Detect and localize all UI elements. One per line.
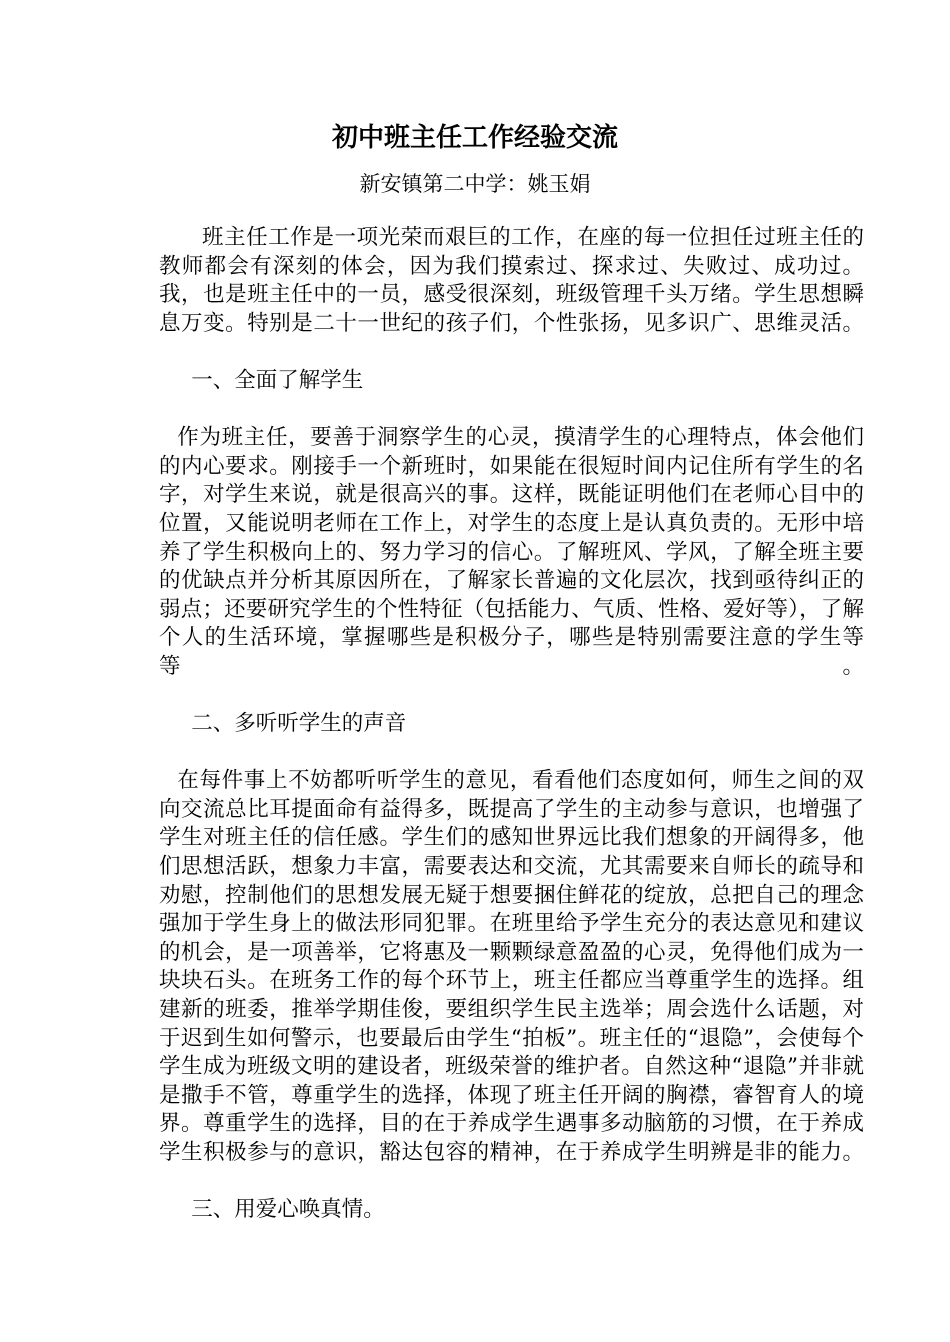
section-heading-2: 二、多听听学生的声音	[191, 711, 407, 737]
paragraph-intro: 班主任工作是一项光荣而艰巨的工作，在座的每一位担任过班主任的教师都会有深刻的体会，因为我们摸索过、探求过、失败过、成功过。我，也是班主任中的一员，感受很深刻，班级管理千头万绪。学生思想瞬息万变。特别是二十一世纪的孩子们，个性张扬，见多识广、思维灵活。	[159, 225, 864, 336]
section-heading-3: 三、用爱心唤真情。	[191, 1197, 385, 1223]
document-body	[159, 224, 864, 1225]
section-heading-1: 一、全面了解学生	[191, 367, 364, 393]
paragraph-section-1: 作为班主任，要善于洞察学生的心灵，摸清学生的心理特点，体会他们的内心要求。刚接手一个新班时，如果能在很短时间内记住所有学生的名字，对学生来说，就是很高兴的事。这样，既能证明他们在老师心目中的位置，又能说明老师在工作上，对学生的态度上是认真负责的。无形中培养了学生积极向上的、努力学习的信心。了解班风、学风，了解全班主要的优缺点并分析其原因所在，了解家长普遍的文化层次，找到亟待纠正的弱点；还要研究学生的个性特征（包括能力、气质、性格、爱好等），了解个人的生活环境，掌握哪些是积极分子，哪些是特别需要注意的学生等等。	[159, 425, 864, 679]
page-title: 初中班主任工作经验交流	[331, 123, 618, 153]
paragraph-section-2: 在每件事上不妨都听听学生的意见，看看他们态度如何，师生之间的双向交流总比耳提面命有益得多，既提高了学生的主动参与意识，也增强了学生对班主任的信任感。学生们的感知世界远比我们想象的开阔得多，他们思想活跃，想象力丰富，需要表达和交流，尤其需要来自师长的疏导和劝慰，控制他们的思想发展无疑于想要捆住鲜花的绽放，总把自己的理念强加于学生身上的做法形同犯罪。在班里给予学生充分的表达意见和建议的机会，是一项善举，它将惠及一颗颗绿意盈盈的心灵，免得他们成为一块块石头。在班务工作的每个环节上，班主任都应当尊重学生的选择。组建新的班委，推举学期佳俊，要组织学生民主选举；周会选什么话题，对于迟到生如何警示，也要最后由学生“拍板”。班主任的“退隐”，会使每个学生成为班级文明的建设者，班级荣誉的维护者。自然这种“退隐”并非就是撒手不管，尊重学生的选择，体现了班主任开阔的胸襟，睿智育人的境界。尊重学生的选择，目的在于养成学生遇事多动脑筋的习惯，在于养成学生积极参与的意识，豁达包容的精神，在于养成学生明辨是非的能力。	[159, 768, 864, 1165]
author-line: 新安镇第二中学：姚玉娟	[359, 172, 591, 196]
